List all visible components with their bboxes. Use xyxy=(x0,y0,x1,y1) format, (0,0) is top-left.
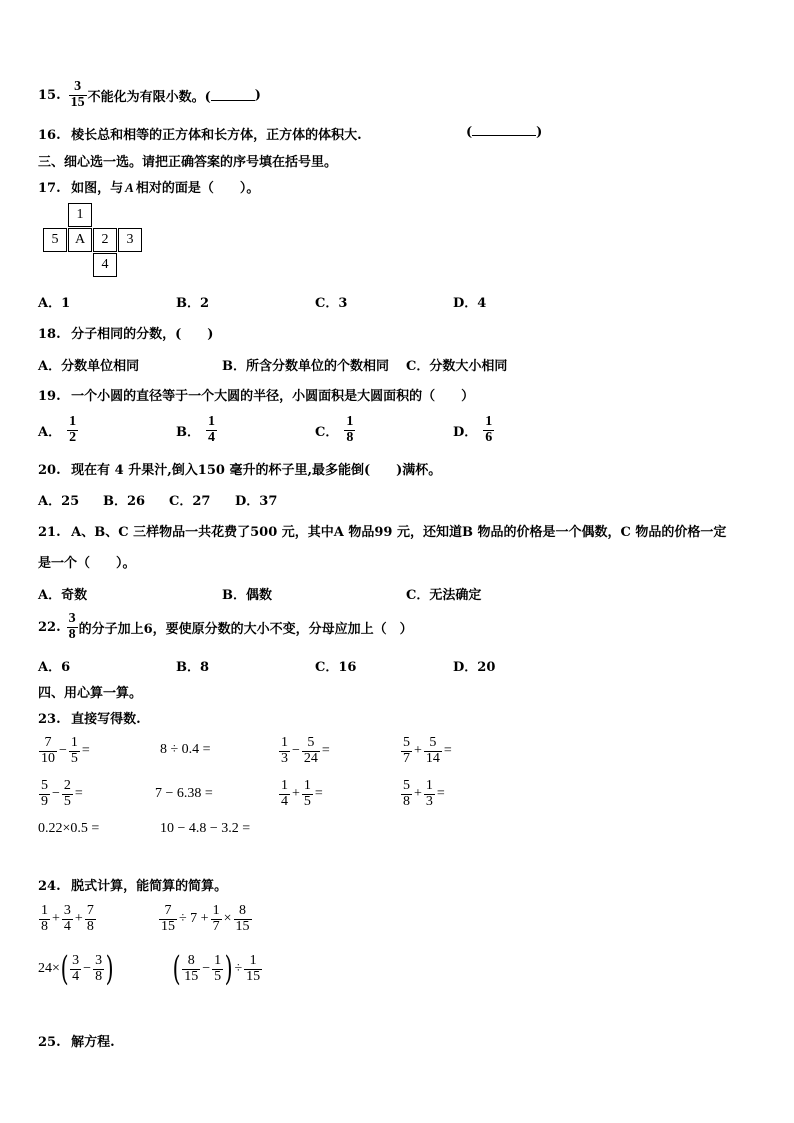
expression: 8 ÷ 0.4 = xyxy=(160,742,211,757)
expression: $\frac{1}{4}$ + $\frac{1}{5}$ = xyxy=(281,777,323,809)
question-25: 25. 解方程. xyxy=(38,1035,115,1050)
option-b[interactable]: B．所含分数单位的个数相同 xyxy=(222,359,389,374)
option-d[interactable]: D．4 xyxy=(453,296,487,311)
question-number: 17. xyxy=(38,181,61,196)
net-face-3: 3 xyxy=(118,228,142,252)
question-23: 23. 直接写得数. xyxy=(38,712,141,727)
question-number: 16. xyxy=(38,128,61,143)
option-a[interactable]: A．1 xyxy=(38,296,71,311)
option-a[interactable]: A．6 xyxy=(38,660,71,675)
question-15: 15. $\frac{3}{15}$ 不能化为有限小数。( ) xyxy=(38,78,261,110)
question-22: 22. $\frac{3}{8}$ 的分子加上6，要使原分数的大小不变，分母应加上（ ） xyxy=(38,610,413,642)
question-number: 24. xyxy=(38,879,61,894)
section-heading-3: 三、细心选一选。请把正确答案的序号填在括号里。 xyxy=(38,155,338,170)
question-number: 18. xyxy=(38,327,61,342)
answer-blank[interactable] xyxy=(472,124,536,136)
net-face-4: 4 xyxy=(93,253,117,277)
option-b[interactable]: B．2 xyxy=(176,296,210,311)
question-number: 22. xyxy=(38,619,61,635)
option-c[interactable]: C．3 xyxy=(315,296,348,311)
question-number: 19. xyxy=(38,389,61,404)
expression: 7 − 6.38 = xyxy=(155,786,213,801)
option-b[interactable]: B．26 xyxy=(103,494,146,509)
option-a[interactable]: A． $\frac{1}{2}$ xyxy=(38,413,77,445)
expression: $\frac{1}{3}$ − $\frac{5}{24}$ = xyxy=(281,734,330,766)
expression: $\frac{1}{8}$ + $\frac{3}{4}$ + $\frac{7}{8}$ xyxy=(41,902,94,934)
question-number: 15. xyxy=(38,87,61,103)
option-d[interactable]: D．20 xyxy=(453,660,496,675)
option-c[interactable]: C．27 xyxy=(169,494,211,509)
expression: 0.22×0.5 = xyxy=(38,821,100,836)
option-c[interactable]: C．分数大小相同 xyxy=(406,359,508,374)
option-a[interactable]: A．奇数 xyxy=(38,588,88,603)
question-21: 21. A、B、C 三样物品一共花费了500 元，其中A 物品99 元，还知道B 物品的价格是一个偶数，C 物品的价格一定 xyxy=(38,525,727,540)
option-c[interactable]: C．无法确定 xyxy=(406,588,482,603)
question-17: 17. 如图，与 A 相对的面是（ ）。 xyxy=(38,180,260,196)
option-a[interactable]: A．分数单位相同 xyxy=(38,359,140,374)
net-face-2: 2 xyxy=(93,228,117,252)
question-text: 棱长总和相等的正方体和长方体，正方体的体积大. xyxy=(71,128,362,143)
option-b[interactable]: B． $\frac{1}{4}$ xyxy=(176,413,215,445)
option-b[interactable]: B．8 xyxy=(176,660,210,675)
fraction: $\frac{3}{8}$ xyxy=(68,610,76,642)
answer-blank[interactable] xyxy=(211,89,255,101)
option-c[interactable]: C．16 xyxy=(315,660,357,675)
option-a[interactable]: A．25 xyxy=(38,494,80,509)
expression: $\frac{5}{9}$ − $\frac{2}{5}$ = xyxy=(41,777,83,809)
expression: $\frac{7}{10}$ − $\frac{1}{5}$ = xyxy=(41,734,90,766)
question-number: 20. xyxy=(38,463,61,478)
question-number: 25. xyxy=(38,1035,61,1050)
question-19: 19. 一个小圆的直径等于一个大圆的半径，小圆面积是大圆面积的（ ） xyxy=(38,389,475,404)
answer-bracket: ( ) xyxy=(466,125,543,140)
net-face-5: 5 xyxy=(43,228,67,252)
question-24: 24. 脱式计算，能简算的简算。 xyxy=(38,879,228,894)
expression: 10 − 4.8 − 3.2 = xyxy=(160,821,251,836)
net-face-1: 1 xyxy=(68,203,92,227)
question-18: 18. 分子相同的分数，( ) xyxy=(38,327,214,342)
question-21-line2: 是一个（ ）。 xyxy=(38,556,136,571)
expression: 24× ( $\frac{3}{4}$ − $\frac{3}{8}$ ) xyxy=(38,949,114,989)
section-heading-4: 四、用心算一算。 xyxy=(38,686,143,701)
question-20: 20. 现在有 4 升果汁,倒入150 毫升的杯子里,最多能倒( )满杯。 xyxy=(38,463,442,478)
expression: ( $\frac{8}{15}$ − $\frac{1}{5}$ ) ÷ $\frac{1}{15}$ xyxy=(172,949,261,989)
net-face-a: A xyxy=(68,228,92,252)
option-c[interactable]: C． $\frac{1}{8}$ xyxy=(315,413,354,445)
question-number: 21. xyxy=(38,525,61,540)
option-b[interactable]: B．偶数 xyxy=(222,588,272,603)
expression: $\frac{5}{8}$ + $\frac{1}{3}$ = xyxy=(403,777,445,809)
option-d[interactable]: D．37 xyxy=(235,494,278,509)
question-text: 不能化为有限小数。( xyxy=(87,89,211,105)
expression: $\frac{7}{15}$ ÷ 7 + $\frac{1}{7}$ × $\frac{8}{15}$ xyxy=(161,902,250,934)
question-16 xyxy=(38,124,362,143)
fraction: $\frac{3}{15}$ xyxy=(70,78,85,110)
question-number: 23. xyxy=(38,712,61,727)
expression: $\frac{5}{7}$ + $\frac{5}{14}$ = xyxy=(403,734,452,766)
option-d[interactable]: D． $\frac{1}{6}$ xyxy=(453,413,493,445)
